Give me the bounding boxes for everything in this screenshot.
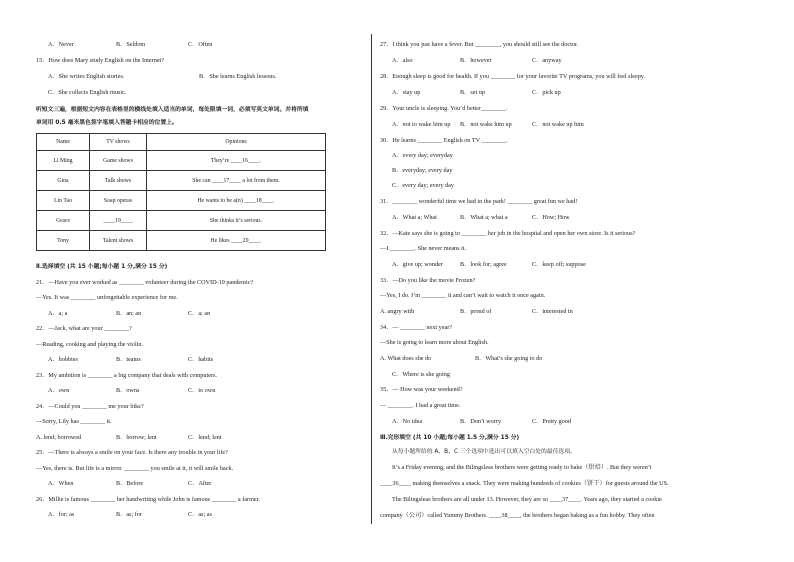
option-b: B．set up (460, 89, 485, 96)
question-21-reply: —Yes. It was ________ unforgettable experience for me. (36, 294, 178, 301)
table-row (37, 191, 326, 211)
option-a: A．also (392, 57, 413, 64)
section-2-heading: Ⅱ.选择填空 (共 15 小题;每小题 1 分,满分 15 分) (36, 264, 168, 270)
option-b: B．Seldom (116, 41, 146, 48)
option-c: C．pick up (532, 89, 561, 96)
option-a: A. What does she do (380, 355, 432, 362)
question-15: 15．How does Mary study English on the Internet? (36, 57, 165, 64)
column-divider (371, 34, 372, 524)
option-a: A．Never (48, 41, 74, 48)
header-tv-shows: TV shows (90, 134, 147, 151)
question-33: 33．—Do you like the movie Frozen? (380, 277, 476, 284)
header-opinions: Opinions (147, 134, 326, 151)
option-b: B．owns (116, 387, 140, 394)
cell-show: Talent shows (90, 231, 147, 251)
cell-opinion: He likes ____20____. (147, 231, 326, 251)
question-29: 29．Your uncle is sleeping. You’d better________. (380, 105, 508, 112)
passage-line-1: It’s a Friday evening, and the Bilingsleas brothers were getting ready to bake（烘焙）. But they weren’t (392, 464, 652, 471)
option-b: B．however (460, 57, 492, 64)
option-c: C．Often (188, 41, 213, 48)
table-header-row (37, 134, 326, 151)
option-c: C．Pretty good (532, 418, 572, 425)
option-b: B．What’s she going to do (475, 355, 543, 362)
option-b: B．look for; agree (460, 261, 507, 268)
instruction-line-1: 听短文三遍，根据短文内容在表格里的横线处填入适当的单词，每处限填一词，必须写英文单词。并将所填 (36, 107, 309, 113)
question-34: 34．— ________ next year? (380, 324, 452, 331)
question-28: 28．Enough sleep is good for health. If you ________ for your favorite TV programs, you will feel sleepy. (380, 73, 646, 80)
option-a: A．give up; wonder (392, 261, 443, 268)
option-a: A. lend; borrowed (36, 434, 82, 441)
cell-show: Game shows (90, 151, 147, 171)
option-c: C．interested in (532, 308, 573, 315)
option-b: B．as; for (116, 511, 142, 518)
cell-opinion: He wants to be a(n) ____18____. (147, 191, 326, 211)
header-name: Name (37, 134, 90, 151)
question-25-reply: —Yes, there is. But life is a mirror. ________ you smile at it, it will smile back. (36, 465, 234, 472)
option-a: A. angry with (380, 308, 415, 315)
question-22-reply: —Reading, cooking and playing the violin. (36, 341, 144, 348)
cell-name: Gina (37, 171, 90, 191)
option-b: B．Before (116, 480, 144, 487)
option-b: B．Don’t worry (460, 418, 501, 425)
question-23: 23．My ambition is ________ a big company that deals with computers. (36, 372, 217, 379)
table-row (37, 171, 326, 191)
option-c: C．keep off; suppose (532, 261, 586, 268)
q30-option-a: A．every day; everyday (392, 152, 453, 159)
q34-option-c: C．Where is she going (392, 371, 450, 378)
table-row (37, 231, 326, 251)
table-row (37, 151, 326, 171)
option-a: A．What a; What (392, 214, 437, 221)
option-b: B．teams (116, 356, 141, 363)
question-24: 24．—Could you ________ me your bike? (36, 403, 144, 410)
question-27: 27．I think you just have a fever. But ________, you should still see the doctor. (380, 41, 579, 48)
question-34-reply: —She is going to learn more about English. (380, 339, 489, 346)
question-31: 31．________ wonderful time we had in the park! ________ great fun we had! (380, 198, 578, 205)
question-32-reply: —I ________. She never means it. (380, 245, 467, 252)
instruction-line-2: 单词用 0.5 毫米黑色签字笔填入答题卡相应的位置上。 (36, 120, 178, 126)
option-c: C．habits (188, 356, 214, 363)
cell-name: Grace (37, 211, 90, 231)
option-b: B．proud of (460, 308, 492, 315)
option-a: A．not to wake him up (392, 121, 451, 128)
option-c: C．a; an (188, 310, 211, 317)
q15-option-a: A．She writes English stories. (48, 73, 125, 80)
cell-name: Lin Tao (37, 191, 90, 211)
option-b: B．not wake him up (460, 121, 512, 128)
cell-opinion: She can ____17____ a lot from them. (147, 171, 326, 191)
option-a: A．a; a (48, 310, 68, 317)
option-c: C．anyway (532, 57, 562, 64)
option-c: C．as; as (188, 511, 212, 518)
cell-opinion: She thinks it’s serious. (147, 211, 326, 231)
section-3-instruction: 从每小题所给的 A、B、C 三个选项中选出可以填入空白处的最佳选项。 (392, 449, 576, 455)
option-b: B．an; an (116, 310, 142, 317)
passage-line-2: ____36____ making themselves a snack. They were making hundreds of cookies（饼干）for guests around the US. (380, 480, 669, 487)
cell-opinion: They’re ____16____. (147, 151, 326, 171)
question-24-reply: —Sorry, Lily has ________ it. (36, 418, 112, 425)
table-row (37, 211, 326, 231)
option-c: C．lend; lent (188, 434, 222, 441)
cell-show: Talk shows (90, 171, 147, 191)
option-c: C．After (188, 480, 212, 487)
cell-show: Soap operas (90, 191, 147, 211)
question-25: 25．—There is always a smile on your face. Is there any trouble in your life? (36, 449, 228, 456)
question-30: 30．He learns ________ English on TV ________. (380, 137, 508, 144)
option-a: A．own (48, 387, 70, 394)
option-c: C．not wake up him (532, 121, 584, 128)
question-26: 26．Millie is famous ________ her handwriting while John is famous ________ a farmer. (36, 496, 260, 503)
option-a: A．No idea (392, 418, 423, 425)
q30-option-c: C．every day; every day (392, 182, 455, 189)
option-a: A．When (48, 480, 74, 487)
option-c: C．to own (188, 387, 216, 394)
option-b: B．What a; what a (460, 214, 508, 221)
question-32: 32．—Kate says she is going to ________ her job in the hospital and open her own store. Is it serious? (380, 230, 636, 237)
section-3-heading: Ⅲ.完形填空 (共 10 小题;每小题 1.5 分,满分 15 分) (380, 435, 520, 441)
question-35-reply: — ________. I had a great time. (380, 402, 461, 409)
question-22: 22．—Jack, what are your ________? (36, 325, 132, 332)
cell-name: Li Ming (37, 151, 90, 171)
cell-name: Tony (37, 231, 90, 251)
tv-shows-table (36, 133, 326, 251)
q30-option-b: B．everyday; every day (392, 167, 453, 174)
passage-line-4: company（公司）called Yummy Brothers. ____38____, the brothers began baking as a fun hobby. They often (380, 512, 655, 519)
question-35: 35．— How was your weekend? (380, 386, 463, 393)
option-a: A．hobbies (48, 356, 78, 363)
q15-option-c: C．She collects English music. (48, 89, 127, 96)
passage-line-3: The Bilingsleas brothers are all under 13. However, they are so ____37____. Years ago, they started a cookie (392, 496, 662, 503)
option-c: C．How; How (532, 214, 570, 221)
cell-show: ____19____ (90, 211, 147, 231)
question-21: 21．—Have you ever worked as ________ volunteer during the COVID-19 pandemic? (36, 279, 254, 286)
question-33-reply: —Yes, I do. I’m ________ it and can’t wait to watch it once again. (380, 292, 546, 299)
q15-option-b: B．She learns English lessons. (199, 73, 277, 80)
option-b: B．borrow; lent (116, 434, 157, 441)
option-a: A．for; as (48, 511, 75, 518)
option-a: A．stay up (392, 89, 421, 96)
